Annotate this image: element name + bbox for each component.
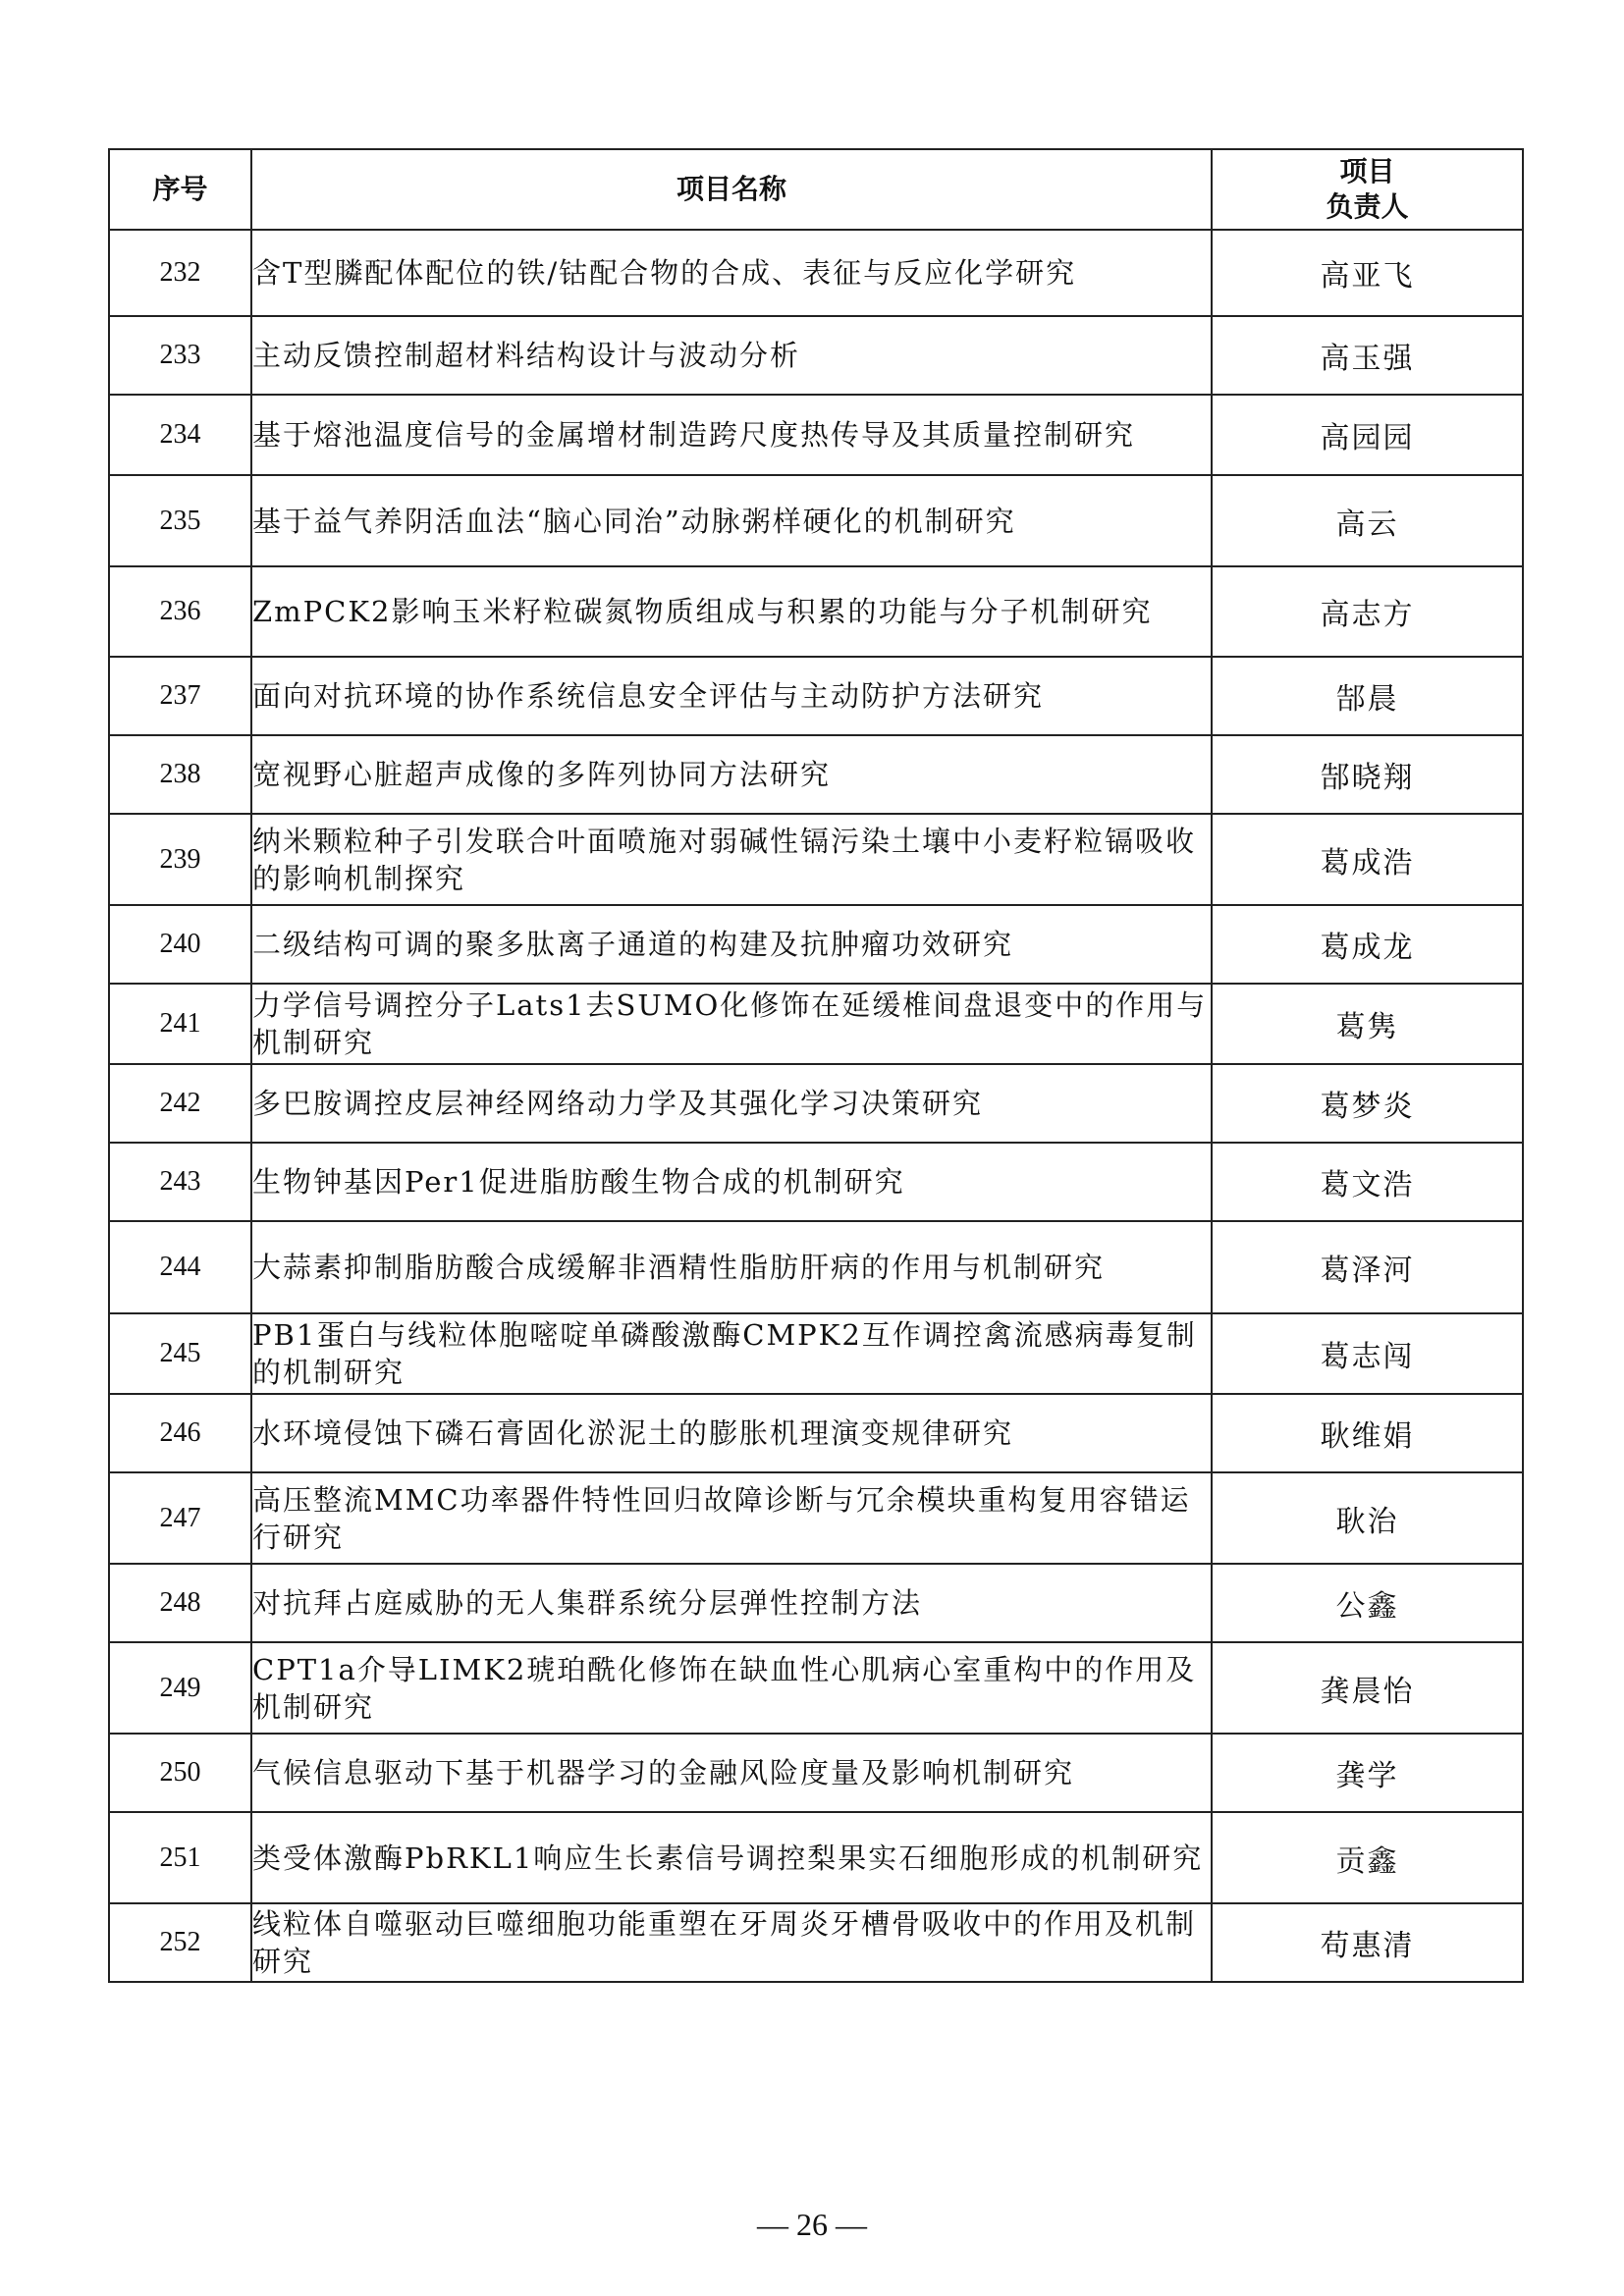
project-name: 对抗拜占庭威胁的无人集群系统分层弹性控制方法 — [251, 1564, 1212, 1642]
project-name: PB1蛋白与线粒体胞嘧啶单磷酸激酶CMPK2互作调控禽流感病毒复制的机制研究 — [251, 1313, 1212, 1394]
project-name: 面向对抗环境的协作系统信息安全评估与主动防护方法研究 — [251, 657, 1212, 735]
table-row — [109, 814, 1523, 905]
table-row — [109, 735, 1523, 814]
project-leader: 葛隽 — [1212, 984, 1523, 1064]
project-leader: 贡鑫 — [1212, 1812, 1523, 1903]
project-name: 基于益气养阴活血法“脑心同治”动脉粥样硬化的机制研究 — [251, 475, 1212, 566]
table-row — [109, 1394, 1523, 1472]
table-row — [109, 905, 1523, 984]
project-leader: 葛文浩 — [1212, 1143, 1523, 1221]
project-leader: 苟惠清 — [1212, 1903, 1523, 1982]
row-number: 242 — [109, 1064, 251, 1143]
project-name: 类受体激酶PbRKL1响应生长素信号调控梨果实石细胞形成的机制研究 — [251, 1812, 1212, 1903]
row-number: 239 — [109, 814, 251, 905]
table-row — [109, 1903, 1523, 1982]
table-row — [109, 984, 1523, 1064]
project-leader: 郜晨 — [1212, 657, 1523, 735]
row-number: 243 — [109, 1143, 251, 1221]
project-name: 多巴胺调控皮层神经网络动力学及其强化学习决策研究 — [251, 1064, 1212, 1143]
row-number: 251 — [109, 1812, 251, 1903]
project-leader: 高亚飞 — [1212, 230, 1523, 316]
header-name: 项目名称 — [251, 149, 1212, 230]
project-name: 水环境侵蚀下磷石膏固化淤泥土的膨胀机理演变规律研究 — [251, 1394, 1212, 1472]
header-lead-line2: 负责人 — [1326, 190, 1409, 223]
table-row — [109, 230, 1523, 316]
row-number: 245 — [109, 1313, 251, 1394]
project-leader: 高志方 — [1212, 566, 1523, 657]
row-number: 248 — [109, 1564, 251, 1642]
project-name: CPT1a介导LIMK2琥珀酰化修饰在缺血性心肌病心室重构中的作用及机制研究 — [251, 1642, 1212, 1734]
table-row — [109, 1313, 1523, 1394]
row-number: 249 — [109, 1642, 251, 1734]
project-leader: 高园园 — [1212, 395, 1523, 475]
row-number: 244 — [109, 1221, 251, 1313]
row-number: 246 — [109, 1394, 251, 1472]
row-number: 232 — [109, 230, 251, 316]
table-row — [109, 1642, 1523, 1734]
row-number: 235 — [109, 475, 251, 566]
project-name: 气候信息驱动下基于机器学习的金融风险度量及影响机制研究 — [251, 1734, 1212, 1812]
table-row — [109, 566, 1523, 657]
table-row — [109, 1734, 1523, 1812]
project-leader: 葛梦炎 — [1212, 1064, 1523, 1143]
project-name: 二级结构可调的聚多肽离子通道的构建及抗肿瘤功效研究 — [251, 905, 1212, 984]
table-row — [109, 1812, 1523, 1903]
table-row — [109, 1064, 1523, 1143]
project-leader: 葛泽河 — [1212, 1221, 1523, 1313]
project-name: 高压整流MMC功率器件特性回归故障诊断与冗余模块重构复用容错运行研究 — [251, 1472, 1212, 1564]
row-number: 234 — [109, 395, 251, 475]
row-number: 238 — [109, 735, 251, 814]
project-leader: 葛志闯 — [1212, 1313, 1523, 1394]
header-lead-line1: 项目 — [1339, 155, 1395, 187]
row-number: 252 — [109, 1903, 251, 1982]
project-leader: 高玉强 — [1212, 316, 1523, 395]
row-number: 237 — [109, 657, 251, 735]
project-leader: 龚学 — [1212, 1734, 1523, 1812]
project-name: 生物钟基因Per1促进脂肪酸生物合成的机制研究 — [251, 1143, 1212, 1221]
table-row — [109, 475, 1523, 566]
table-row — [109, 1564, 1523, 1642]
project-leader: 郜晓翔 — [1212, 735, 1523, 814]
project-name: 宽视野心脏超声成像的多阵列协同方法研究 — [251, 735, 1212, 814]
row-number: 241 — [109, 984, 251, 1064]
project-name: 含T型膦配体配位的铁/钴配合物的合成、表征与反应化学研究 — [251, 230, 1212, 316]
table-row — [109, 1472, 1523, 1564]
project-name: 基于熔池温度信号的金属增材制造跨尺度热传导及其质量控制研究 — [251, 395, 1212, 475]
project-name: 主动反馈控制超材料结构设计与波动分析 — [251, 316, 1212, 395]
project-name: 力学信号调控分子Lats1去SUMO化修饰在延缓椎间盘退变中的作用与机制研究 — [251, 984, 1212, 1064]
row-number: 240 — [109, 905, 251, 984]
row-number: 247 — [109, 1472, 251, 1564]
project-leader: 耿维娟 — [1212, 1394, 1523, 1472]
project-name: ZmPCK2影响玉米籽粒碳氮物质组成与积累的功能与分子机制研究 — [251, 566, 1212, 657]
project-leader: 高云 — [1212, 475, 1523, 566]
table-row — [109, 1143, 1523, 1221]
header-lead — [1212, 149, 1523, 230]
project-leader: 葛成龙 — [1212, 905, 1523, 984]
row-number: 236 — [109, 566, 251, 657]
project-leader: 葛成浩 — [1212, 814, 1523, 905]
row-number: 250 — [109, 1734, 251, 1812]
project-name: 纳米颗粒种子引发联合叶面喷施对弱碱性镉污染土壤中小麦籽粒镉吸收的影响机制探究 — [251, 814, 1212, 905]
header-no: 序号 — [109, 149, 251, 230]
table-row — [109, 395, 1523, 475]
project-name: 线粒体自噬驱动巨噬细胞功能重塑在牙周炎牙槽骨吸收中的作用及机制研究 — [251, 1903, 1212, 1982]
project-table — [108, 148, 1524, 1983]
row-number: 233 — [109, 316, 251, 395]
project-leader: 公鑫 — [1212, 1564, 1523, 1642]
project-leader: 龚晨怡 — [1212, 1642, 1523, 1734]
project-leader: 耿治 — [1212, 1472, 1523, 1564]
table-header-row — [109, 149, 1523, 230]
page-number: — 26 — — [757, 2207, 867, 2242]
table-row — [109, 1221, 1523, 1313]
project-name: 大蒜素抑制脂肪酸合成缓解非酒精性脂肪肝病的作用与机制研究 — [251, 1221, 1212, 1313]
table-row — [109, 657, 1523, 735]
table-row — [109, 316, 1523, 395]
